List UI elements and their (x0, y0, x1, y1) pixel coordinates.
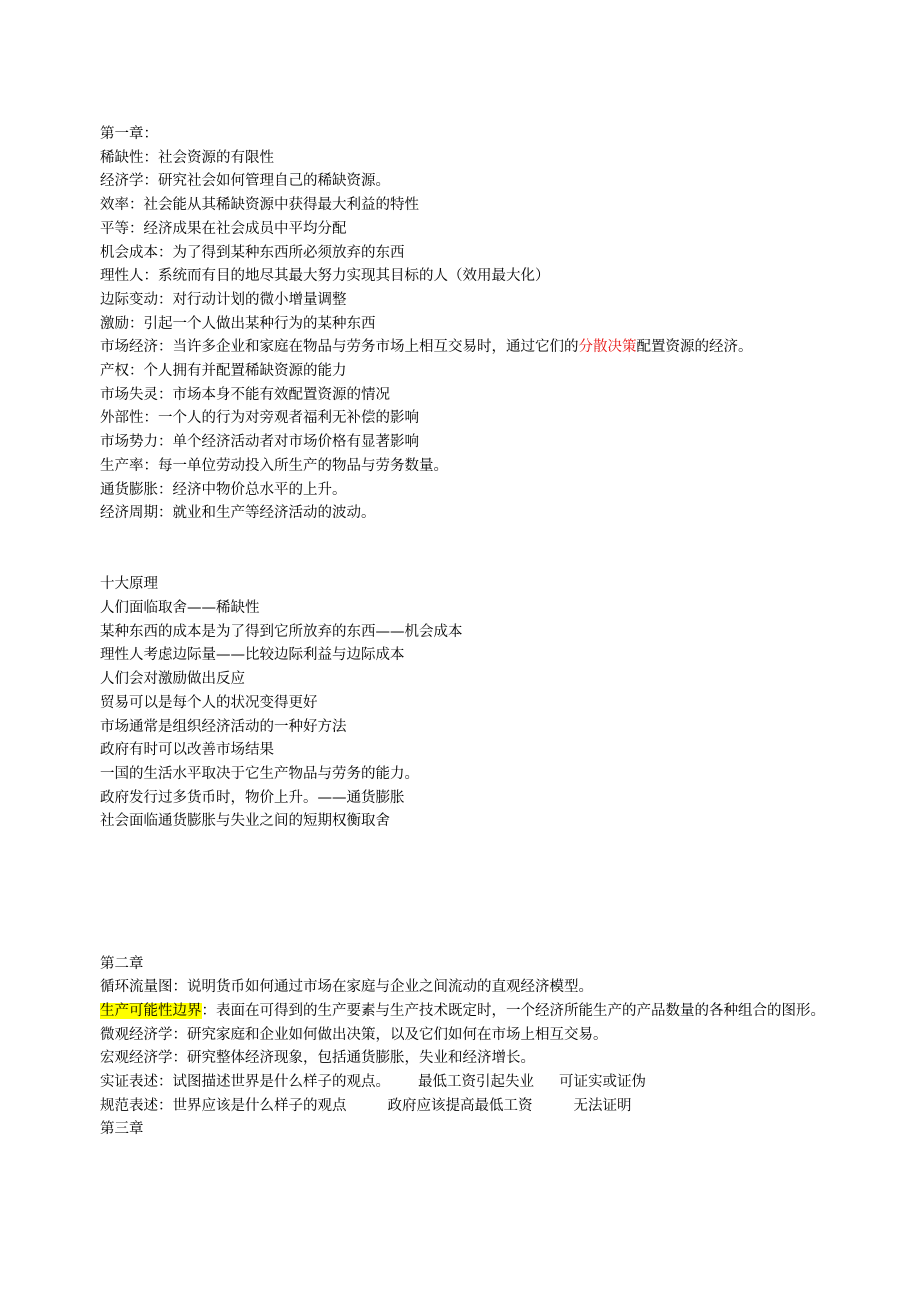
definition-line: 边际变动：对行动计划的微小增量调整 (100, 291, 347, 308)
principle-line: 理性人考虑边际量——比较边际利益与边际成本 (100, 647, 405, 664)
definition-line: 理性人：系统而有目的地尽其最大努力实现其目标的人（效用最大化） (100, 268, 550, 285)
red-emphasis-text: 分散决策 (578, 339, 637, 356)
normative-definition: 规范表述：世界应该是什么样子的观点 (100, 1097, 347, 1114)
chapter-3-heading: 第三章 (100, 1121, 144, 1138)
definition-line: 市场势力：单个经济活动者对市场价格有显著影响 (100, 434, 419, 451)
definition-line: 效率：社会能从其稀缺资源中获得最大利益的特性 (100, 197, 419, 214)
definition-line: 循环流量图：说明货币如何通过市场在家庭与企业之间流动的直观经济模型。 (100, 979, 593, 996)
definition-line: 市场失灵：市场本身不能有效配置资源的情况 (100, 386, 390, 403)
definition-line: 微观经济学：研究家庭和企业如何做出决策，以及它们如何在市场上相互交易。 (100, 1026, 608, 1043)
definition-line: 机会成本：为了得到某种东西所必须放弃的东西 (100, 244, 405, 261)
normative-note: 无法证明 (573, 1097, 632, 1114)
definition-line: 外部性：一个人的行为对旁观者福利无补偿的影响 (100, 410, 419, 427)
positive-note: 可证实或证伪 (559, 1074, 646, 1091)
blank-line (100, 929, 830, 953)
definition-line: 激励：引起一个人做出某种行为的某种东西 (100, 315, 376, 332)
principle-line: 社会面临通货膨胀与失业之间的短期权衡取舍 (100, 813, 390, 830)
chapter-2-heading: 第二章 (100, 955, 144, 972)
market-economy-text-before: 市场经济：当许多企业和家庭在物品与劳务市场上相互交易时，通过它们的 (100, 339, 579, 356)
blank-line (100, 526, 830, 550)
definition-line: 产权：个人拥有并配置稀缺资源的能力 (100, 363, 347, 380)
positive-statement-line (100, 1071, 830, 1095)
ppf-definition (100, 1000, 830, 1024)
market-economy-definition (100, 336, 830, 360)
blank-line (100, 858, 830, 882)
principle-line: 人们面临取舍——稀缺性 (100, 600, 260, 617)
blank-line (100, 550, 830, 574)
blank-line (100, 834, 830, 858)
definition-line: 生产率：每一单位劳动投入所生产的物品与劳务数量。 (100, 457, 448, 474)
definition-line: 平等：经济成果在社会成员中平均分配 (100, 220, 347, 237)
definition-line: 宏观经济学：研究整体经济现象，包括通货膨胀，失业和经济增长。 (100, 1050, 535, 1067)
blank-line (100, 881, 830, 905)
normative-example: 政府应该提高最低工资 (387, 1097, 533, 1114)
principles-heading: 十大原理 (100, 576, 158, 593)
highlighted-term: 生产可能性边界 (100, 1002, 202, 1019)
positive-definition: 实证表述：试图描述世界是什么样子的观点。 (100, 1074, 390, 1091)
definition-line: 通货膨胀：经济中物价总水平的上升。 (100, 481, 347, 498)
market-economy-text-after: 配置资源的经济。 (636, 339, 753, 356)
definition-line: 经济周期：就业和生产等经济活动的波动。 (100, 505, 376, 522)
blank-line (100, 905, 830, 929)
principle-line: 政府发行过多货币时，物价上升。——通货膨胀 (100, 789, 405, 806)
principle-line: 一国的生活水平取决于它生产物品与劳务的能力。 (100, 765, 419, 782)
principle-line: 政府有时可以改善市场结果 (100, 742, 274, 759)
definition-line: 稀缺性：社会资源的有限性 (100, 149, 274, 166)
principle-line: 某种东西的成本是为了得到它所放弃的东西——机会成本 (100, 623, 463, 640)
principle-line: 市场通常是组织经济活动的一种好方法 (100, 718, 347, 735)
ppf-definition-text: ：表面在可得到的生产要素与生产技术既定时，一个经济所能生产的产品数量的各种组合的图形。 (201, 1002, 825, 1019)
principle-line: 人们会对激励做出反应 (100, 671, 245, 688)
definition-line: 经济学：研究社会如何管理自己的稀缺资源。 (100, 173, 390, 190)
document-body (100, 123, 830, 1142)
normative-statement-line (100, 1095, 830, 1119)
principle-line: 贸易可以是每个人的状况变得更好 (100, 694, 318, 711)
positive-example: 最低工资引起失业 (418, 1074, 534, 1091)
chapter-1-heading: 第一章： (100, 126, 158, 142)
